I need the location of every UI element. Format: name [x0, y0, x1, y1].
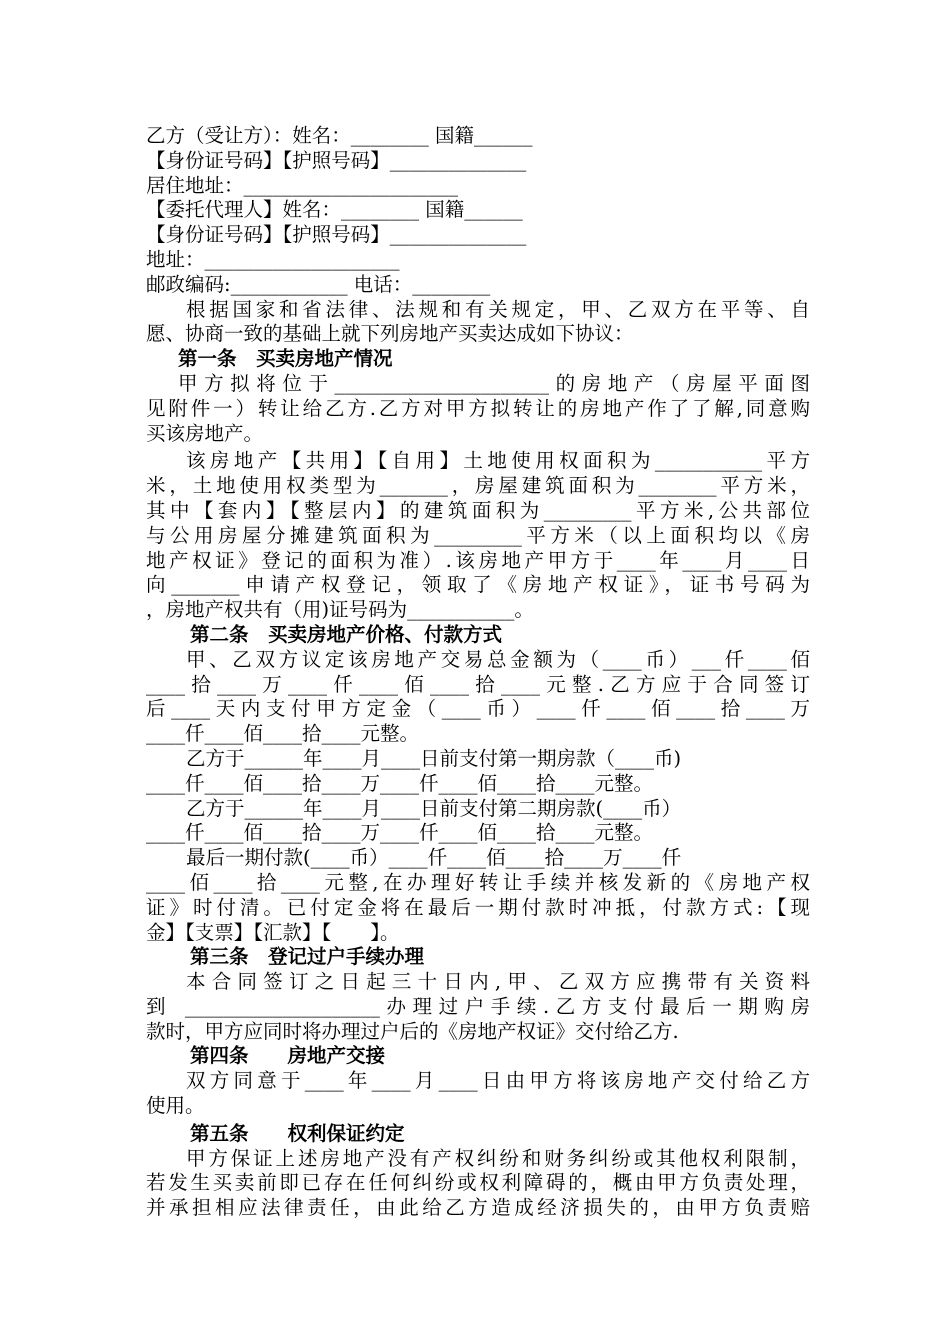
contract-text-line: 其中【套内】【整层内】的建筑面积为_________平方米,公共部位	[146, 498, 810, 522]
contract-text-line: 后____天内支付甲方定金（____币）____仟____佰____拾____万	[146, 697, 810, 721]
section-heading: 第二条 买卖房地产价格、付款方式	[190, 622, 503, 646]
contract-text-line: 证》时付清。已付定金将在最后一期付款时冲抵，付款方式:【现	[146, 895, 810, 919]
contract-text-line: 【委托代理人】姓名：________ 国籍______	[146, 198, 523, 222]
contract-text-line: 该房地产【共用】【自用】土地使用权面积为___________平方	[186, 449, 810, 473]
section-heading: 第一条 买卖房地产情况	[178, 347, 393, 371]
contract-text-line: 邮政编码:____________ 电话：________	[146, 272, 491, 296]
contract-text-line: 乙方于______年____月____日前支付第一期房款（____币)	[186, 746, 682, 770]
contract-text-line: 米，土地使用权类型为_______，房屋建筑面积为________平方米，	[146, 474, 810, 498]
contract-text-line: 【身份证号码】【护照号码】______________	[146, 223, 527, 247]
contract-text-line: 使用。	[146, 1094, 205, 1118]
contract-text-line: 乙方（受让方）：姓名：________ 国籍______	[146, 124, 533, 147]
contract-text-line: 甲方保证上述房地产没有产权纠纷和财务纠纷或其他权利限制，	[186, 1146, 810, 1170]
contract-text-line: 金】【支票】【汇款】【 】。	[146, 920, 400, 944]
contract-text-line: 根据国家和省法律、法规和有关规定，甲、乙双方在平等、自	[186, 297, 810, 321]
contract-text-line: 地产权证》登记的面积为准）.该房地产甲方于____年____月____日	[146, 548, 810, 572]
contract-text-line: 甲、乙双方议定该房地产交易总金额为（____币）___仟____佰	[186, 647, 810, 671]
contract-text-line: 向_______申请产权登记，领取了《房地产权证》，证书号码为	[146, 573, 810, 597]
section-heading: 第三条 登记过户手续办理	[190, 945, 425, 969]
contract-text-line: 愿、协商一致的基础上就下列房地产买卖达成如下协议：	[146, 322, 634, 346]
contract-text-line: 居住地址：______________________	[146, 173, 459, 197]
contract-text-line: 并承担相应法律责任，由此给乙方造成经济损失的，由甲方负责赔	[146, 1196, 810, 1220]
contract-text-line: 【身份证号码】【护照号码】______________	[146, 148, 527, 172]
contract-page	[146, 124, 810, 1221]
contract-text-line: 与公用房屋分摊建筑面积为_________平方米（以上面积均以《房	[146, 523, 810, 547]
contract-text-line: 买该房地产。	[146, 421, 264, 445]
section-heading: 第四条 房地产交接	[190, 1044, 386, 1068]
contract-text-line: 最后一期付款(____币）____仟____佰____拾____万____仟	[186, 846, 682, 870]
contract-text-line: 款时，甲方应同时将办理过户后的《房地产权证》交付给乙方.	[146, 1019, 679, 1043]
contract-text-line: 乙方于______年____月____日前支付第二期房款(____币）	[186, 796, 682, 820]
contract-text-line: 到 ____________________办理过户手续.乙方支付最后一期购房	[146, 994, 810, 1018]
contract-text-line: ____仟____佰____拾____元整。	[146, 722, 420, 746]
contract-text-line: ____仟____佰____拾____万____仟____佰____拾____元整。	[146, 771, 654, 795]
contract-text-line: ____拾____万____仟____佰____拾____元整.乙方应于合同签订	[146, 672, 810, 696]
contract-text-line: 甲方拟将位于______________________的房地产（房屋平面图	[178, 371, 810, 395]
section-heading: 第五条 权利保证约定	[190, 1121, 405, 1145]
contract-text-line: 地址：____________________	[146, 247, 400, 271]
contract-text-line: 见附件一）转让给乙方.乙方对甲方拟转让的房地产作了了解,同意购	[146, 396, 810, 420]
contract-text-line: ____仟____佰____拾____万____仟____佰____拾____元整。	[146, 821, 654, 845]
contract-text-line: 本合同签订之日起三十日内,甲、乙双方应携带有关资料	[186, 970, 810, 994]
contract-text-line: 若发生买卖前即已存在任何纠纷或权利障碍的，概由甲方负责处理，	[146, 1171, 810, 1195]
contract-text-line: 双方同意于____年____月____日由甲方将该房地产交付给乙方	[186, 1069, 810, 1093]
contract-text-line: ____佰____拾____元整,在办理好转让手续并核发新的《房地产权	[146, 870, 810, 894]
contract-text-line: ，房地产权共有（用)证号码为___________。	[146, 598, 534, 622]
